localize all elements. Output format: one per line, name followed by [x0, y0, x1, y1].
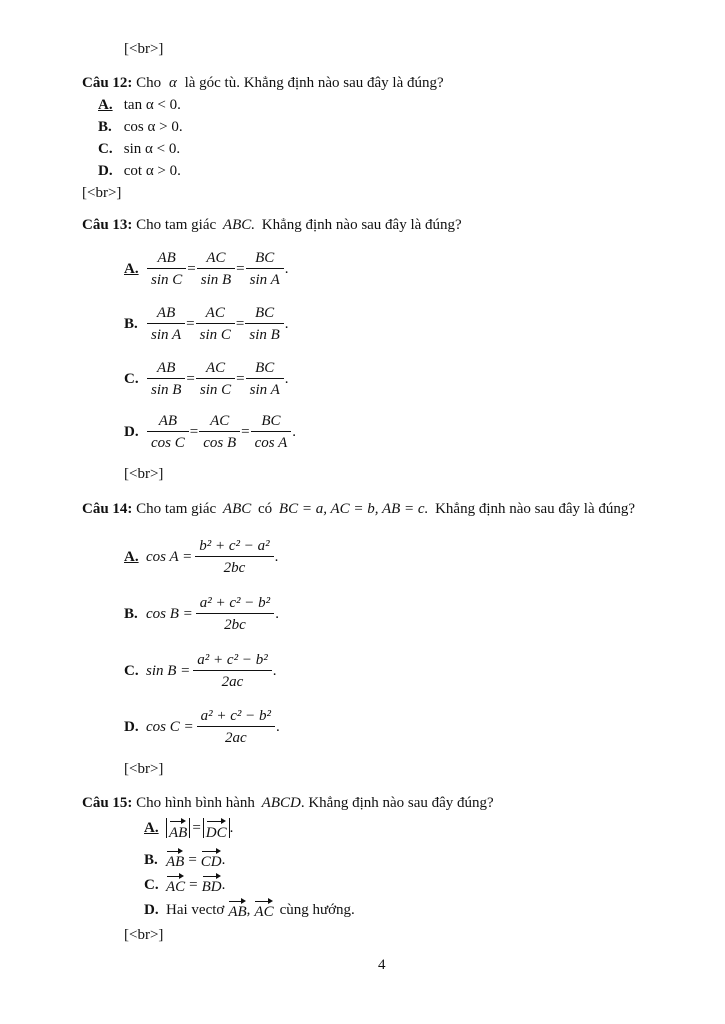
- q13-option-c: C. $\frac{AB}{\text{sin B}}$ = $\frac{AC}{\text{sin C}}$ = $\frac{BC}{\text{sin A}}$ .: [124, 360, 289, 398]
- fraction: $\frac{BC}{\text{sin B}}$: [245, 305, 283, 343]
- br-marker: [<br>]: [82, 185, 122, 201]
- vector: AB: [166, 848, 184, 871]
- q15-option-d: D. Hai vectơ AB , AC cùng hướng.: [144, 898, 355, 921]
- fraction: $\frac{\text{b² + c² − a²}}{2bc}$: [195, 538, 273, 576]
- fraction: $\frac{AB}{\text{cos C}}$: [147, 413, 189, 451]
- page-number: 4: [378, 957, 386, 973]
- q14-option-d: D. cos C = $\frac{\text{a² + c² − b²}}{2ac}$ .: [124, 708, 280, 746]
- fraction: $\frac{AB}{\text{sin C}}$: [147, 250, 186, 288]
- vector-magnitude: AB: [166, 818, 190, 838]
- question-13-stem: Câu 13: Cho tam giác ABC. Khẳng định nào sau đây là đúng?: [82, 217, 462, 233]
- q13-option-b: B. $\frac{AB}{\text{sin A}}$ = $\frac{AC}{\text{sin C}}$ = $\frac{BC}{\text{sin B}}$ .: [124, 305, 289, 343]
- br-marker: [<br>]: [124, 466, 164, 482]
- question-14-stem: Câu 14: Cho tam giác ABC có BC = a, AC = b, AB = c. Khẳng định nào sau đây là đúng?: [82, 501, 636, 517]
- br-marker: [<br>]: [124, 761, 164, 777]
- q14-option-c: C. sin B = $\frac{\text{a² + c² − b²}}{2ac}$ .: [124, 652, 277, 690]
- vector: CD: [201, 848, 222, 871]
- br-marker: [<br>]: [124, 41, 164, 57]
- question-label: Câu 14:: [82, 501, 133, 517]
- fraction: $\frac{BC}{\text{cos A}}$: [251, 413, 292, 451]
- fraction: $\frac{BC}{\text{sin A}}$: [246, 250, 284, 288]
- br-marker: [<br>]: [124, 927, 164, 943]
- fraction: $\frac{AB}{\text{sin A}}$: [147, 305, 185, 343]
- vector: BD: [202, 873, 222, 896]
- question-label: Câu 12:: [82, 75, 133, 91]
- vector: AB: [228, 898, 246, 921]
- fraction: $\frac{\text{a² + c² − b²}}{2ac}$: [193, 652, 271, 690]
- q13-option-a: A. $\frac{AB}{\text{sin C}}$ = $\frac{AC}{\text{sin B}}$ = $\frac{BC}{\text{sin A}}$ .: [124, 250, 289, 288]
- question-12-stem: Câu 12: Cho α là góc tù. Khẳng định nào sau đây là đúng?: [82, 75, 444, 91]
- fraction: $\frac{AC}{\text{cos B}}$: [199, 413, 240, 451]
- question-label: Câu 13:: [82, 217, 133, 233]
- q12-option-d: D. cot α > 0.: [98, 163, 181, 179]
- fraction: $\frac{\text{a² + c² − b²}}{2ac}$: [197, 708, 275, 746]
- q15-option-b: B. AB = CD .: [144, 848, 225, 871]
- fraction: $\frac{AB}{\text{sin B}}$: [147, 360, 185, 398]
- vector: AC: [254, 898, 273, 921]
- fraction: $\frac{AC}{\text{sin C}}$: [196, 305, 235, 343]
- fraction: $\frac{BC}{\text{sin A}}$: [246, 360, 284, 398]
- q12-option-b: B. cos α > 0.: [98, 119, 183, 135]
- vector-magnitude: DC: [203, 818, 230, 838]
- q12-option-c: C. sin α < 0.: [98, 141, 181, 157]
- fraction: $\frac{\text{a² + c² − b²}}{2bc}$: [196, 595, 274, 633]
- q12-option-a: A. tan α < 0.: [98, 97, 181, 113]
- q15-option-c: C. AC = BD .: [144, 873, 225, 896]
- q14-option-a: A. cos A = $\frac{\text{b² + c² − a²}}{2bc}$ .: [124, 538, 279, 576]
- fraction: $\frac{AC}{\text{sin C}}$: [196, 360, 235, 398]
- q15-option-a: A. AB = DC .: [144, 820, 234, 841]
- q13-option-d: D. $\frac{AB}{\text{cos C}}$ = $\frac{AC}{\text{cos B}}$ = $\frac{BC}{\text{cos A}}$ .: [124, 413, 296, 451]
- q14-option-b: B. cos B = $\frac{\text{a² + c² − b²}}{2bc}$ .: [124, 595, 279, 633]
- question-15-stem: Câu 15: Cho hình bình hành ABCD. Khẳng định nào sau đây đúng?: [82, 795, 494, 811]
- vector: AC: [166, 873, 185, 896]
- fraction: $\frac{AC}{\text{sin B}}$: [197, 250, 235, 288]
- question-label: Câu 15:: [82, 795, 133, 811]
